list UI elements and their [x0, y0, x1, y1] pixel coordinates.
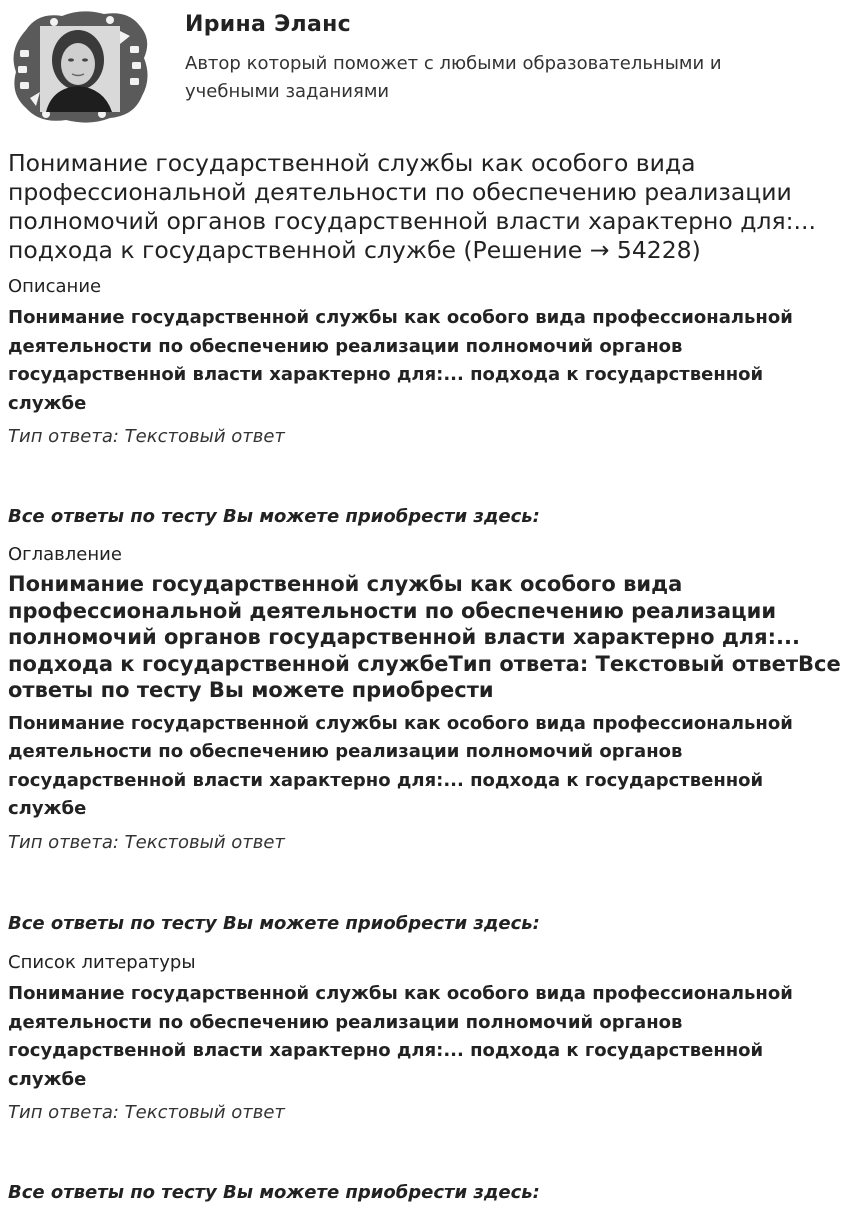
author-avatar[interactable] [6, 6, 152, 128]
toc-title: Понимание государственной службы как особого вида профессиональной деятельности по обеспечению реализации полномочий органов государственной власти характерно для:... подхода к государственной службеТип ответа: Текстовый ответВсе ответы по тесту Вы можете приобрести [8, 572, 841, 702]
toc-section [8, 544, 844, 854]
literature-question-text: Понимание государственной службы как особого вида профессиональной деятельности по обеспечению реализации полномочий органов государственной власти характерно для:... подхода к государственной службе [8, 983, 793, 1090]
toc-question-text: Понимание государственной службы как особого вида профессиональной деятельности по обеспечению реализации полномочий органов государственной власти характерно для:... подхода к государственной службе [8, 712, 793, 819]
description-heading: Описание [8, 276, 102, 297]
page-title: Понимание государственной службы как особого вида профессиональной деятельности по обеспечению реализации полномочий органов государственной власти характерно для:... подхода к государственной службе (Решение → 54228) [8, 149, 816, 264]
literature-answer-type: Тип ответа: Текстовый ответ [8, 1102, 285, 1123]
toc-answer-type: Тип ответа: Текстовый ответ [8, 831, 285, 853]
description-buy-link[interactable]: Все ответы по тесту Вы можете приобрести здесь: [8, 506, 540, 527]
literature-section [8, 952, 844, 1124]
toc-heading: Оглавление [8, 544, 122, 565]
description-answer-type: Тип ответа: Текстовый ответ [8, 426, 285, 447]
description-question-text: Понимание государственной службы как особого вида профессиональной деятельности по обеспечению реализации полномочий органов государственной власти характерно для:... подхода к государственной службе [8, 307, 793, 414]
author-bio: Автор который поможет с любыми образовательными и учебными заданиями [185, 53, 722, 102]
literature-heading: Список литературы [8, 952, 196, 973]
author-photo [40, 26, 120, 112]
description-section [8, 276, 844, 448]
toc-buy-link[interactable]: Все ответы по тесту Вы можете приобрести здесь: [8, 913, 540, 934]
author-name[interactable]: Ирина Эланс [185, 12, 351, 37]
literature-buy-link[interactable]: Все ответы по тесту Вы можете приобрести здесь: [8, 1182, 540, 1203]
